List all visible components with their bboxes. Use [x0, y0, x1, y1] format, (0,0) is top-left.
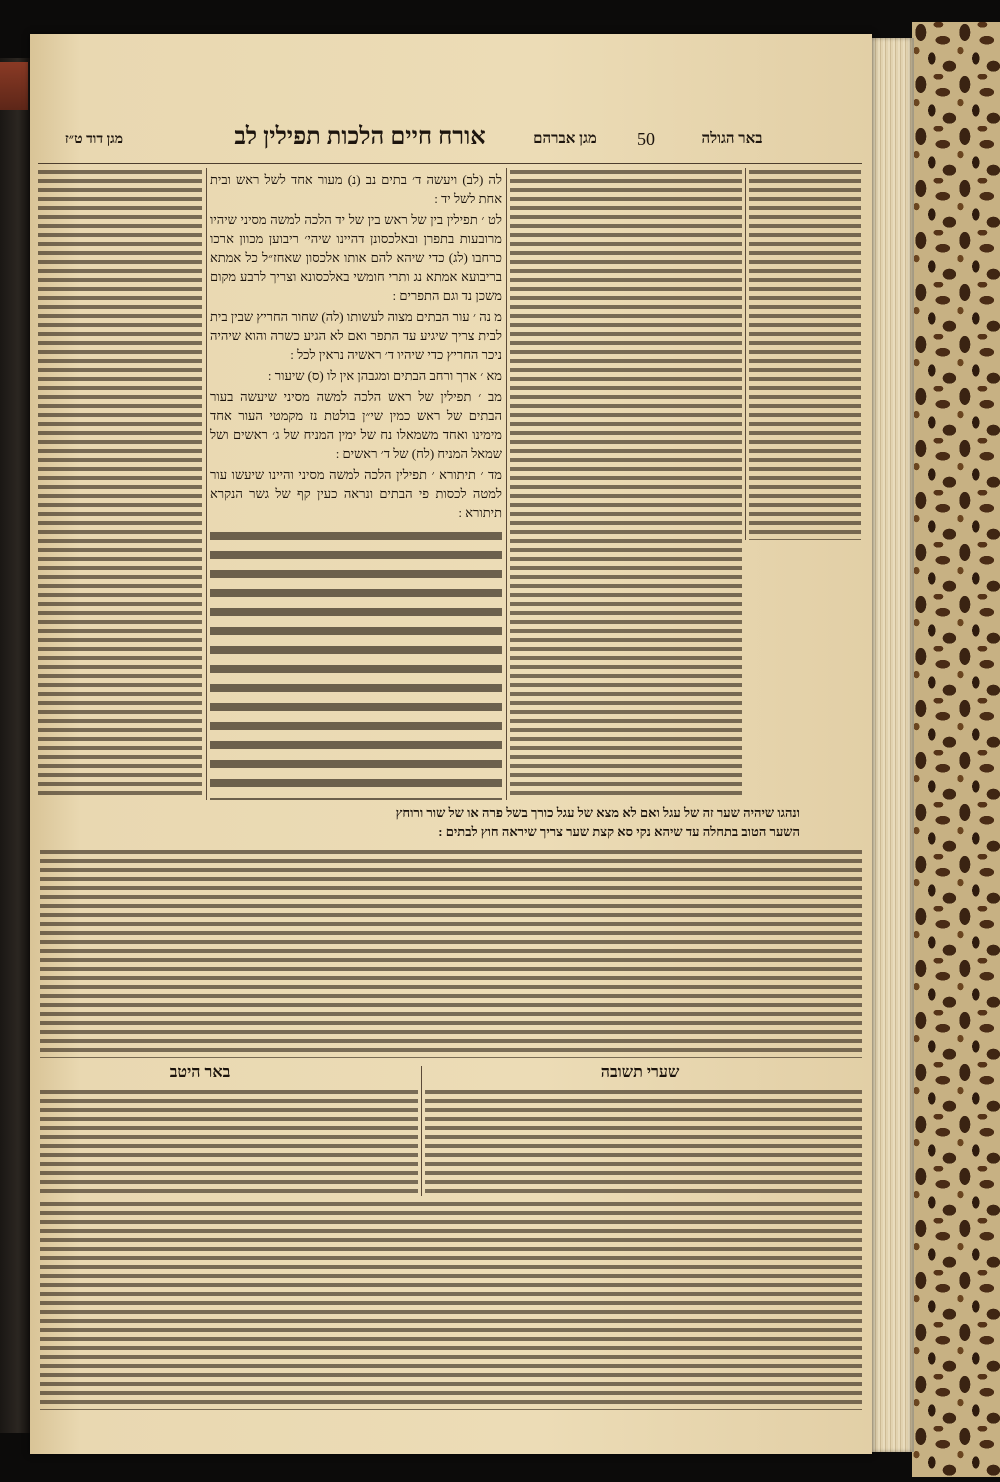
red-page-edge [0, 62, 28, 110]
marbled-cover [912, 22, 1000, 1477]
magen-avraham-header: מגן אברהם [533, 131, 597, 147]
column-divider [745, 168, 746, 540]
main-paragraph: מד ׳ תיתורא ׳ תפילין הלכה למשה מסיני והיינו שיעשו עור למטה לכסות פי הבתים ונראה כעין קף של גשר הנקרא תיתורא : [210, 467, 502, 520]
magen-avraham-column [510, 168, 742, 800]
shaarei-teshuva-heading: שערי תשובה [600, 1064, 680, 1081]
column-divider [421, 1066, 422, 1196]
taz-commentary-column [38, 168, 202, 800]
beer-heitev-heading: באר היטב [169, 1064, 231, 1081]
page-title: אורח חיים הלכות תפילין לב [234, 124, 486, 150]
column-divider [206, 168, 207, 800]
closing-line: השער הטוב בתחלה עד שיהא נקי סא קצת שער צריך שיראה חוץ לבתים : [438, 824, 800, 839]
commentary-block-lower [40, 1200, 862, 1410]
main-paragraph: מ נה ׳ עור הבתים מצוה לעשותו (לה) שחור החריץ שבין בית לבית צריך שיגיע עד התפר ואם לא הגיע כשרה והוא שיהיה ניכר החריץ כדי שיהיו ד׳ ראשיה נראין לכל : [210, 309, 502, 362]
main-paragraph: מב ׳ תפילין של ראש הלכה למשה מסיני שיעשה בעור הבתים של ראש כמין שי״ן בולטת נז מקמטי העור אחד מימינו ואחד משמאלו נח של ימין המניח של ג׳ ראשים ושל שמאל המניח (לח) של ד׳ ראשים : [210, 389, 502, 461]
page-stack-edge [868, 38, 914, 1452]
beer-heitev-column [40, 1088, 418, 1196]
facing-page-edge [0, 58, 30, 1433]
commentary-block-upper [40, 848, 862, 1058]
main-paragraph: לט ׳ תפילין בין של ראש בין של יד הלכה למשה מסיני שיהיו מרובעות בתפרן ובאלכסונן דהיינו שיהי׳ ריבוען מכוון ארכו כרחבו (לג) כדי שיהא להם אותו אלכסון שאחז״ל כל אמתא בריבועא אמתא נג ותרי חומשי באלכסונא וצריך לרבע מקום משכן נד וגם התפרים : [210, 212, 502, 303]
column-divider [506, 168, 507, 800]
closing-line: ונהגו שיהיה שער זה של עגל ואם לא מצא של עגל כורך בשל פרה או של שור ורוחץ [395, 805, 800, 820]
beer-hagolah-header: באר הגולה [701, 131, 763, 147]
shaarei-teshuva-column [425, 1088, 862, 1196]
main-paragraph: לה (לב) ויעשה ד׳ בתים נב (נ) מעור אחד לשל ראש ובית אחת לשל יד : [210, 172, 502, 206]
beer-hagolah-column [749, 168, 861, 540]
page-number: 50 [637, 129, 655, 149]
magen-david-header: מגן דוד ט״ז [64, 132, 124, 147]
main-paragraph: מא ׳ ארך ורחב הבתים ומגבהן אין לו (ס) שיעור : [267, 368, 502, 383]
header-rule [38, 163, 862, 164]
main-text-column [210, 170, 502, 800]
main-text-closing [200, 803, 800, 841]
main-text-continuation [210, 528, 502, 800]
